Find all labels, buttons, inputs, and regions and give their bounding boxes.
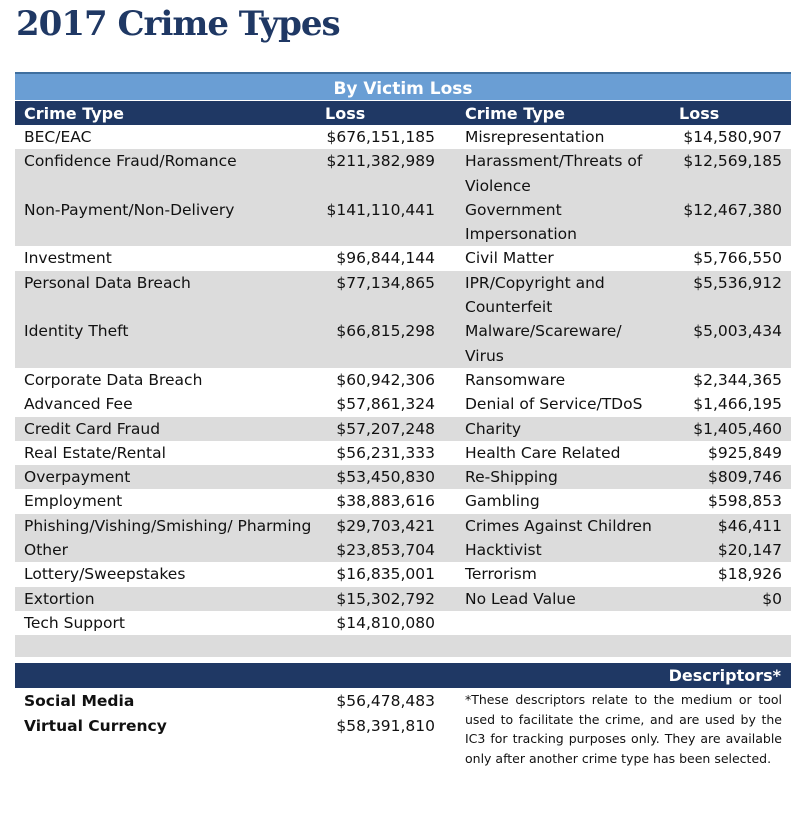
crime-type-cell: Corporate Data Breach: [24, 370, 203, 389]
loss-cell: $1,466,195: [693, 395, 782, 414]
table-row: [15, 562, 791, 586]
loss-cell: $211,382,989: [326, 152, 435, 171]
loss-cell: $29,703,421: [336, 516, 435, 535]
loss-cell: $18,926: [717, 565, 782, 584]
crime-type-cell: Advanced Fee: [24, 395, 133, 414]
descriptor-loss: $56,478,483: [336, 692, 435, 711]
loss-cell: $809,746: [708, 468, 782, 487]
loss-cell: $5,536,912: [693, 273, 782, 292]
crime-type-cell: No Lead Value: [465, 589, 576, 608]
loss-cell: $20,147: [717, 541, 782, 560]
crime-type-cell: BEC/EAC: [24, 128, 92, 146]
table-row: [15, 271, 791, 320]
crime-type-cell: Credit Card Fraud: [24, 419, 161, 438]
table-row: [15, 514, 791, 538]
crime-type-cell: Denial of Service/TDoS: [465, 395, 643, 414]
loss-cell: $12,569,185: [683, 152, 782, 171]
table-row: [15, 368, 791, 392]
crime-type-cell: Hacktivist: [465, 541, 542, 560]
table-row: [15, 465, 791, 489]
crime-type-cell: Confidence Fraud/Romance: [24, 152, 237, 171]
loss-cell: $56,231,333: [336, 443, 435, 462]
crime-type-cell: Ransomware: [465, 370, 566, 389]
loss-cell: $5,003,434: [693, 322, 782, 341]
section-header: By Victim Loss: [15, 72, 791, 100]
descriptor-losses: [313, 688, 441, 768]
loss-cell: $46,411: [717, 516, 782, 535]
crime-type-cell: Crimes Against Children: [465, 516, 652, 535]
crime-type-cell: Terrorism: [465, 565, 537, 584]
table-body: [15, 125, 791, 635]
crime-type-cell: Malware/Scareware/ Virus: [465, 322, 622, 365]
loss-cell: $77,134,865: [336, 273, 435, 292]
crime-type-cell: Employment: [24, 492, 123, 511]
table-row: [15, 611, 791, 635]
crime-type-cell: Tech Support: [24, 613, 125, 632]
loss-cell: $57,207,248: [336, 419, 435, 438]
crime-type-cell: IPR/Copyright and Counterfeit: [465, 273, 605, 317]
loss-cell: $53,450,830: [336, 468, 435, 487]
loss-cell: $16,835,001: [336, 565, 435, 584]
descriptor-loss: $58,391,810: [336, 716, 435, 735]
crime-type-cell: Misrepresentation: [465, 128, 605, 146]
crime-type-cell: Identity Theft: [24, 322, 129, 341]
crime-type-cell: Personal Data Breach: [24, 273, 191, 292]
crime-type-cell: Health Care Related: [465, 443, 621, 462]
crime-type-cell: Overpayment: [24, 468, 131, 487]
crime-type-cell: Gambling: [465, 492, 540, 511]
table-row: [15, 392, 791, 416]
page-title: 2017 Crime Types: [16, 4, 340, 44]
loss-cell: $1,405,460: [693, 419, 782, 438]
descriptor-name: Social Media: [24, 692, 135, 711]
loss-cell: $0: [762, 589, 782, 608]
table-row: [15, 149, 791, 198]
table-row: [15, 246, 791, 270]
loss-cell: $925,849: [708, 443, 782, 462]
loss-cell: $66,815,298: [336, 322, 435, 341]
column-header-loss-right: Loss: [679, 103, 720, 123]
table-row: [15, 319, 791, 368]
loss-cell: $38,883,616: [336, 492, 435, 511]
descriptors-footnote: *These descriptors relate to the medium or tool used to facilitate the crime, and are used by the IC3 for tracking purposes only. They are available only after another crime type has been selected.: [465, 692, 782, 766]
loss-cell: $60,942,306: [336, 370, 435, 389]
crime-types-table: [15, 72, 791, 768]
table-spacer: [15, 635, 791, 657]
table-row: [15, 587, 791, 611]
loss-cell: $12,467,380: [683, 200, 782, 219]
crime-type-cell: Charity: [465, 419, 522, 438]
table-row: [15, 417, 791, 441]
crime-type-cell: Lottery/Sweepstakes: [24, 565, 186, 584]
crime-type-cell: Investment: [24, 249, 112, 268]
crime-type-cell: Phishing/Vishing/Smishing/ Pharming: [24, 516, 312, 535]
table-row: [15, 489, 791, 513]
loss-cell: $15,302,792: [336, 589, 435, 608]
crime-type-cell: Government Impersonation: [465, 200, 577, 244]
loss-cell: $57,861,324: [336, 395, 435, 414]
crime-type-cell: Extortion: [24, 589, 95, 608]
loss-cell: $2,344,365: [693, 370, 782, 389]
table-row: [15, 198, 791, 247]
column-header-row: [15, 100, 791, 125]
crime-type-cell: Other: [24, 541, 69, 560]
crime-type-cell: Civil Matter: [465, 249, 554, 268]
column-header-loss-left: Loss: [325, 103, 366, 123]
descriptor-names: [15, 688, 313, 768]
loss-cell: $141,110,441: [326, 200, 435, 219]
table-row: [15, 125, 791, 149]
column-header-crime-type-right: Crime Type: [465, 103, 565, 123]
loss-cell: $14,810,080: [336, 613, 435, 632]
column-header-crime-type-left: Crime Type: [24, 103, 124, 123]
loss-cell: $676,151,185: [326, 128, 435, 146]
descriptor-name: Virtual Currency: [24, 716, 167, 735]
crime-type-cell: Harassment/Threats of Violence: [465, 152, 643, 195]
loss-cell: $96,844,144: [336, 249, 435, 268]
loss-cell: $14,580,907: [683, 128, 782, 146]
crime-type-cell: Re-Shipping: [465, 468, 558, 487]
loss-cell: $5,766,550: [693, 249, 782, 268]
crime-type-cell: Non-Payment/Non-Delivery: [24, 200, 235, 219]
loss-cell: [655, 611, 791, 635]
crime-type-cell: Real Estate/Rental: [24, 443, 166, 462]
table-row: [15, 441, 791, 465]
descriptors-header: Descriptors*: [15, 663, 791, 688]
crime-type-cell: [441, 611, 655, 635]
loss-cell: $598,853: [708, 492, 782, 511]
descriptors-section: [15, 688, 791, 768]
table-row: [15, 538, 791, 562]
loss-cell: $23,853,704: [336, 541, 435, 560]
